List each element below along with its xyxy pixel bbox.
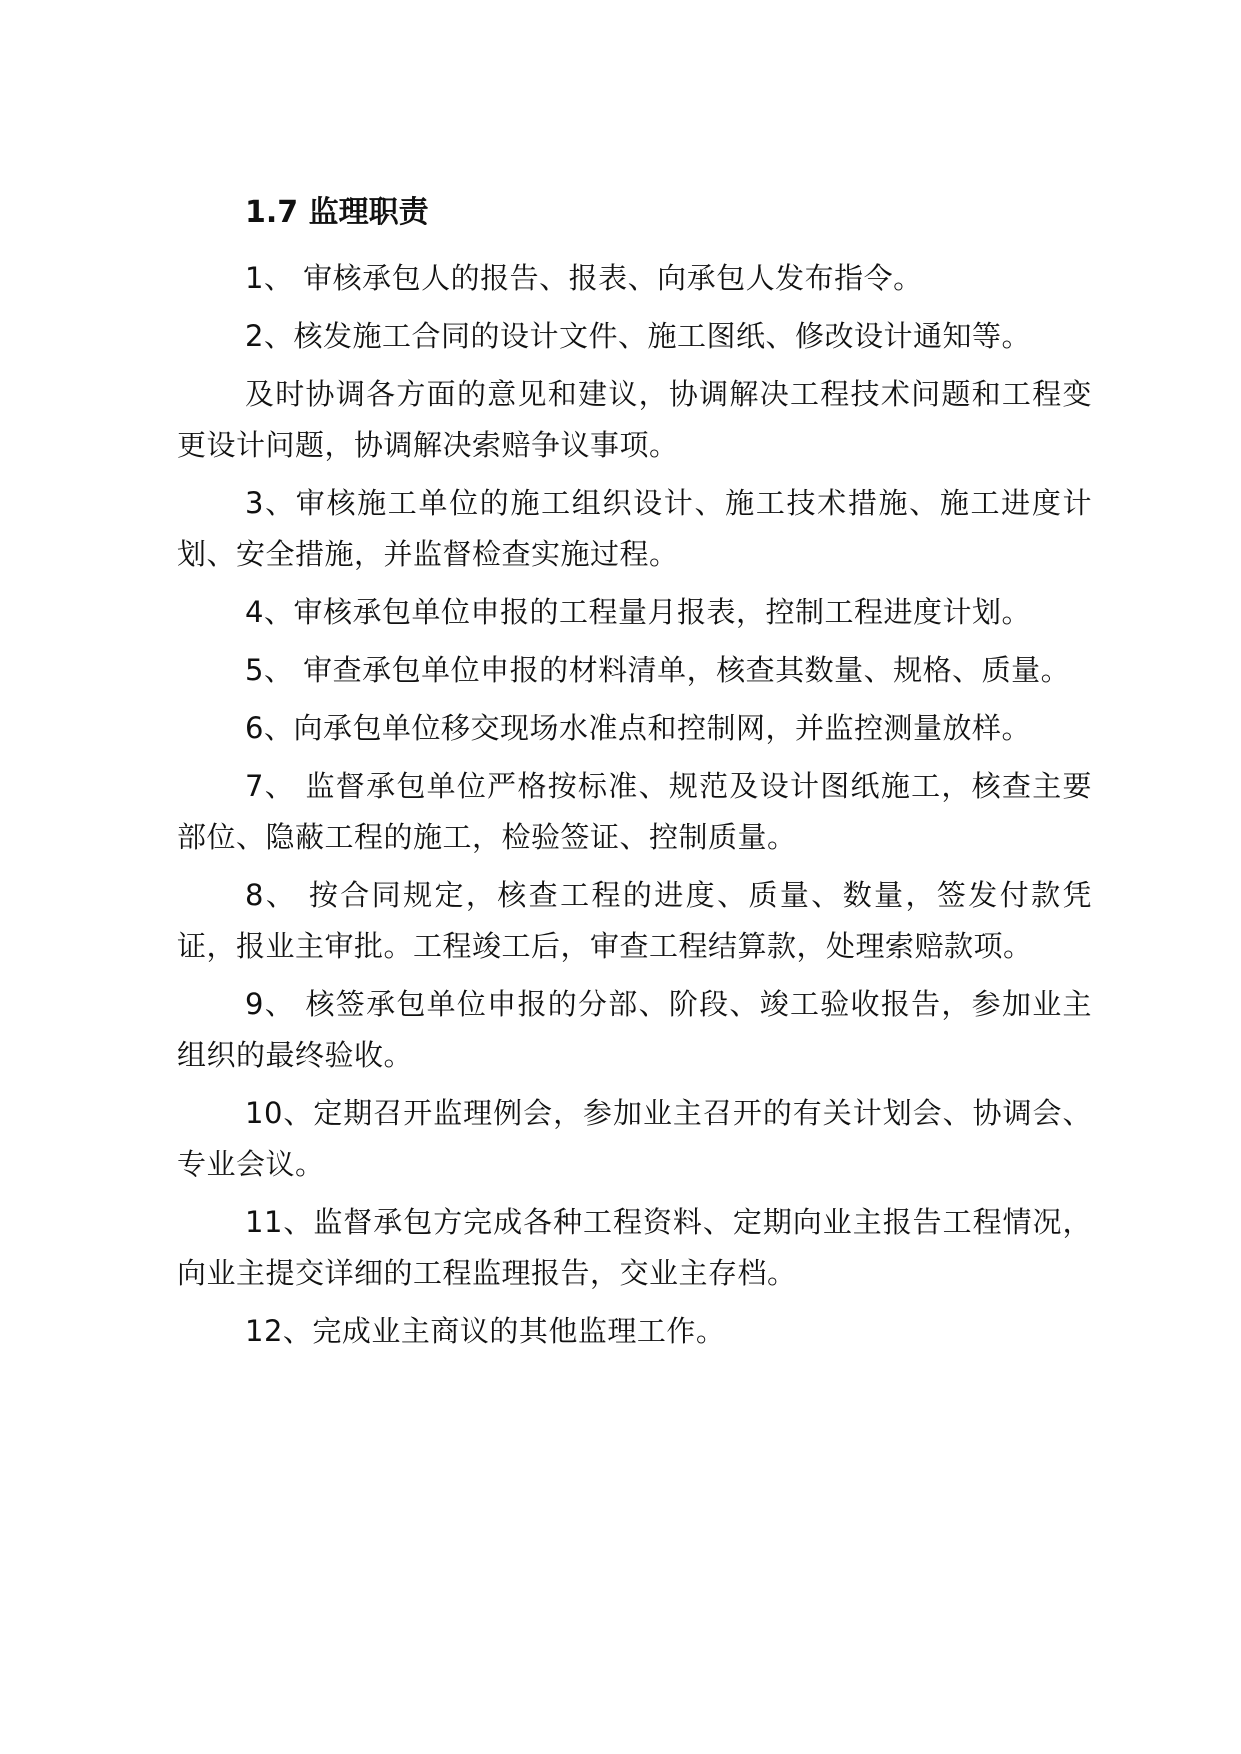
duty-item-6: 6、向承包单位移交现场水准点和控制网，并监控测量放样。 bbox=[245, 711, 1031, 745]
duty-item-10: 10、定期召开监理例会，参加业主召开的有关计划会、协调会、专业会议。 bbox=[177, 1096, 1092, 1181]
section-heading: 1.7 监理职责 bbox=[245, 195, 429, 230]
duty-item-1: 1、 审核承包人的报告、报表、向承包人发布指令。 bbox=[245, 261, 923, 295]
duty-item-12: 12、完成业主商议的其他监理工作。 bbox=[245, 1314, 726, 1348]
duty-item-3: 3、审核施工单位的施工组织设计、施工技术措施、施工进度计划、安全措施，并监督检查实施过程。 bbox=[177, 486, 1092, 571]
document-body bbox=[177, 188, 1092, 1364]
duty-item-11: 11、监督承包方完成各种工程资料、定期向业主报告工程情况，向业主提交详细的工程监理报告，交业主存档。 bbox=[177, 1205, 1092, 1290]
duty-item-7: 7、 监督承包单位严格按标准、规范及设计图纸施工，核查主要部位、隐蔽工程的施工，检验签证、控制质量。 bbox=[177, 769, 1092, 854]
duty-item-4: 4、审核承包单位申报的工程量月报表，控制工程进度计划。 bbox=[245, 595, 1031, 629]
duty-item-9: 9、 核签承包单位申报的分部、阶段、竣工验收报告，参加业主组织的最终验收。 bbox=[177, 987, 1092, 1072]
duty-item-2: 2、核发施工合同的设计文件、施工图纸、修改设计通知等。 bbox=[245, 319, 1031, 353]
duty-item-5: 5、 审查承包单位申报的材料清单，核查其数量、规格、质量。 bbox=[245, 653, 1071, 687]
duty-item-2-continued: 及时协调各方面的意见和建议，协调解决工程技术问题和工程变更设计问题，协调解决索赔争议事项。 bbox=[177, 377, 1092, 462]
duty-item-8: 8、 按合同规定，核查工程的进度、质量、数量，签发付款凭证，报业主审批。工程竣工后，审查工程结算款，处理索赔款项。 bbox=[177, 878, 1092, 963]
